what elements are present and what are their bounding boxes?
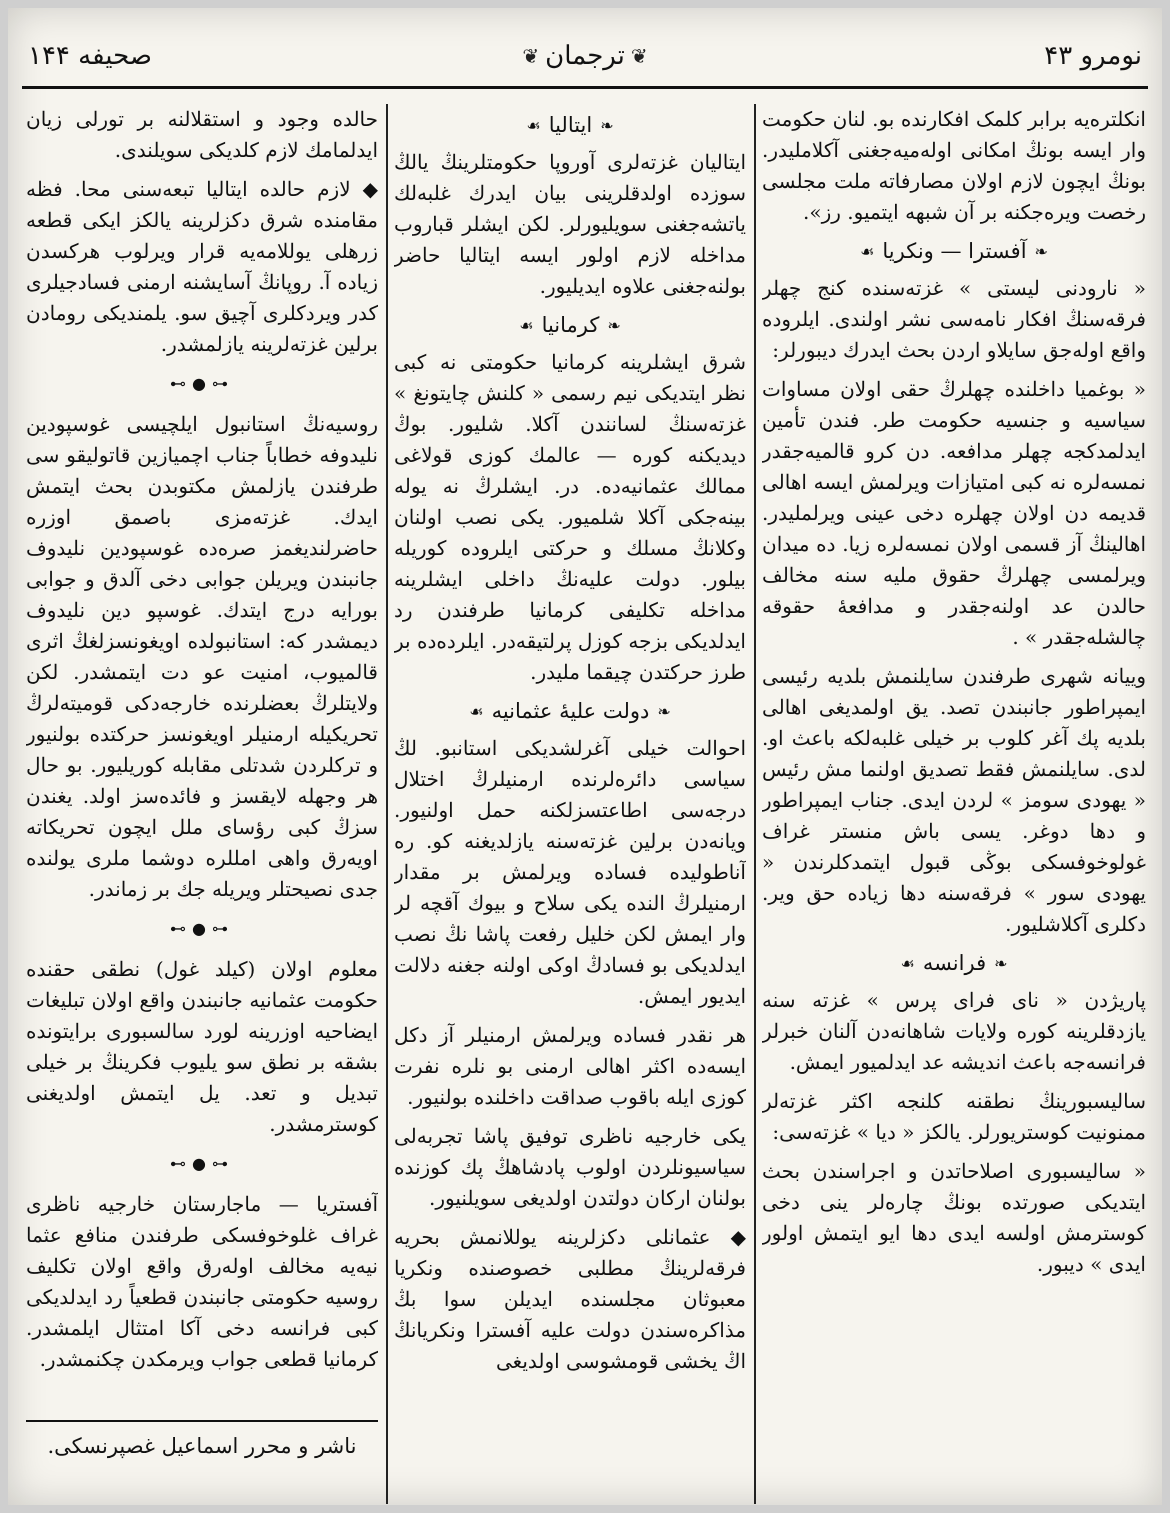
section-title-text: ایتالیا — [548, 113, 593, 137]
ornament-icon: ❦ — [630, 44, 648, 68]
header-rule — [22, 86, 1148, 89]
masthead — [522, 41, 647, 71]
ornament-icon: ❧ — [607, 316, 621, 335]
article-paragraph: ◆ لازم حالده ایتالیا تبعه‌سنی محا. فظه مقامنده شرق دکزلرینه یالکز ایکی قطعه زرهلی یوللامه‌یه قرار ویرلوب هرکسدن زیاده آ. روپانڭ آسایشنه ارمنی فسادجیلری کدر ویردکلری آچیق سو. یلمندیکی رومادن برلین غزته‌لرینه یازلمشدر. — [26, 177, 378, 356]
footer-rule — [26, 1420, 378, 1422]
article-paragraph: ◆ عثمانلی دکزلرینه یوللانمش بحریه فرقه‌لرینڭ مطلبی خصوصنده ونکریا معبوثان مجلسنده ایدیلن سوا بڭ مذاکره‌سندن دولت علیه آفسترا ونکریانڭ اڭ یخشی قومشوسی اولدیغی — [394, 1225, 746, 1373]
article-paragraph: پاریژدن « نای فرای پرس » غزته سنه یازدقلرینه کوره ولایات شاهانه‌دن آلنان خبرلر فرانسه‌جه باعث اندیشه عد ایدلمیور ایمش. — [762, 988, 1146, 1074]
newspaper-title: ترجمان — [545, 41, 625, 71]
ornament-icon: ❦ — [522, 44, 540, 68]
article-paragraph: « سالیسبوری اصلاحاتدن و اجراسندن بحث ایتدیکی صورتده بونڭ چاره‌لر ینی دخی کوسترمش اولسه ایدی دها ایو ایتمش اولور ایدی » دیبور. — [762, 1159, 1146, 1276]
ornament-icon: ☙ — [469, 702, 484, 721]
article-paragraph: معلوم اولان (کیلد غول) نطقی حقنده حکومت عثمانیه جانبندن واقع اولان تبلیغات ایضاحیه اوزرینه لورد سالسبوری برایتونده بشقه بر نطق سو یلیوب فکرینڭ بر خیلی تبدیل و تعد. یل ایتمش اولدیغنی کوسترمشدر. — [26, 957, 378, 1136]
column-divider — [754, 104, 756, 1504]
column-divider — [386, 104, 388, 1504]
publisher-line: ناشر و محرر اسماعیل غصپرنسکی. — [47, 1434, 357, 1458]
article-paragraph: ایتالیان غزته‌لری آوروپا حکومتلرینڭ یالڭ سوزده اولدقلرینی بیان ایدرك غلبه‌لك یاتشه‌جغنی سویلیورلر. لکن ایشلر قباروب مداخله لازم اولور ایسه ایتالیا حاضر بولنه‌جغنی علاوه ایدیلیور. — [394, 150, 746, 298]
column-middle — [394, 104, 746, 1504]
section-title-text: آفسترا — ونکریا — [882, 239, 1027, 263]
section-heading — [394, 696, 746, 727]
page-header — [28, 28, 1142, 84]
ornament-icon: ❧ — [994, 954, 1008, 973]
ornament-icon: ☙ — [519, 316, 534, 335]
column-left — [26, 104, 378, 1404]
article-paragraph: یکی خارجیه ناظری توفیق پاشا تجربه‌لی سیاسیونلردن اولوب پادشاهڭ پك کوزنده بولنان ارکان دولتدن اولدیغی سویلنیور. — [394, 1124, 746, 1210]
ornament-icon: ❧ — [600, 116, 614, 135]
ornament-icon: ❧ — [1034, 242, 1048, 261]
ornament-icon: ☙ — [860, 242, 875, 261]
article-paragraph: شرق ایشلرینه کرمانیا حکومتی نه کبی نظر ایتدیکی نیم رسمی « کلنش چایتونغ » غزته‌سنڭ لسانندن آکلا. شلیور. بوڭ دیدیکنه کوره — عالمك کوزی قولاغی ممالك عثمانیه‌ده. در. ایشلرڭ نه یوله بینه‌جکی آکلا شلمیور. یکی نصب اولنان وکلانڭ مسلك و حرکتی ایلروده کوریله بیلور. دولت علیه‌نڭ داخلی ایشلرینه مداخله تکلیفی کرمانیا طرفندن رد ایدلدیکی بزجه کوزل پرلتیقه‌در. ایلرده‌ده بر طرز حرکتدن چیقما ملیدر. — [394, 350, 746, 684]
section-title-text: کرمانیا — [541, 313, 600, 337]
article-paragraph: « نارودنی لیستی » غزته‌سنده کنج چهلر فرقه‌سنڭ افکار نامه‌سی نشر اولندی. ایلروده واقع اوله‌جق سایلاو اردن بحث ایدرك دیبورلر: — [762, 276, 1146, 362]
section-divider: ⊷●⊶ — [170, 1154, 234, 1173]
column-right — [762, 104, 1146, 1504]
ornament-icon: ☙ — [900, 954, 915, 973]
article-paragraph: احوالت خیلی آغرلشدیکی استانبو. لڭ سیاسی دائره‌لرنده ارمنیلرڭ اختلال درجه‌سی اطاعتسزلکنه حمل اولنیور. ویانه‌دن برلین غزته‌سنه یازلدیغنه کو. ره آناطولیده فساده ویرلمش بر مقدار ارمنیلرڭ النده یکی سلاح و بیوك آقچه لر وار ایمش لکن خلیل رفعت پاشا نڭ نصب ایدلدیکی بو فسادڭ اوکی اولنه جغنه دلالت ایدیور ایمش. — [394, 736, 746, 1008]
section-heading — [762, 236, 1146, 267]
section-divider: ⊷●⊶ — [170, 919, 234, 938]
section-heading — [394, 310, 746, 341]
section-heading — [394, 110, 746, 141]
ornament-icon: ❧ — [657, 702, 671, 721]
article-paragraph: انکلتره‌یه برابر کلمک افکارنده بو. لنان حکومت وار ایسه بونڭ امکانی اوله‌میه‌جغنی آکلاملیدر. بونڭ ایچون لازم اولان مصارفاته ملت مجلسی رخصت ویره‌جکنه بر آن شبهه ایتمیو. رز». — [762, 107, 1146, 224]
section-heading — [762, 948, 1146, 979]
article-paragraph: آفستریا — ماجارستان خارجیه ناظری غراف غلوخوفسکی طرفندن منافع عثما نیه‌یه مخالف اوله‌رق واقع اولان تکلیف روسیه حکومتی جانبندن قطعیاً رد ایدلدیکی کبی فرانسه دخی آکا امتثال ایلمشدر. کرمانیا قطعی جواب ویرمکدن چکنمشدر. — [26, 1192, 378, 1371]
article-paragraph: وییانه شهری طرفندن سایلنمش بلدیه رئیسی ایمپراطور جانبندن تصد. یق اولمدیغی اهالی بلدیه پك آغر کلوب بر خیلی غلبه‌لکه باعث او. لدی. سایلنمش فقط تصدیق اولنما مش رئیس « یهودی سومز » لردن ایدی. جناب ایمپراطور و دها دوغر. یسی باش منستر غراف غولوخوفسکی بوڭی قبول ایتمدکلرندن « یهودی سور » فرقه‌سنه دها زیاده حق ویر. دکلری آکلاشلیور. — [762, 664, 1146, 936]
newspaper-page — [8, 8, 1162, 1505]
section-title-text: دولت علیهٔ عثمانیه — [491, 699, 650, 723]
article-paragraph: حالده وجود و استقلالنه بر تورلی زیان ایدلمامك لازم کلدیکی سویلندی. — [26, 107, 378, 162]
section-divider: ⊷●⊶ — [170, 374, 234, 393]
issue-number: نومرو ۴۳ — [1044, 41, 1142, 71]
section-title-text: فرانسه — [922, 951, 987, 975]
article-paragraph: روسیه‌نڭ استانبول ایلچیسی غوسپودین نلیدوفه خطاباً جناب اچمیازین قاتولیقو سی طرفندن یازلمش مکتوبدن بحث ایتمش ایدك. غزته‌مزی باصمق اوزره حاضرلندیغمز صره‌ده غوسپودین نلیدوف جانبندن ویریلن جوابی دخی آلدق و جوابی بورایه درج ایتدك. غوسپو دین نلیدوف دیمشدر که: استانبولده اویغونسزلغڭ اثری قالمیوب، امنیت عو دت ایتمشدر. لکن ولایتلرڭ بعضلرنده خارجه‌دکی قومیته‌لرڭ تحریکیله ارمنیلر اویغونسز حرکتده بولنیور و ترکلردن شدتلی مقابله کوریلیور. بو حال هر وجهله لایقسز و فائده‌سز اولد. یغندن سزڭ کبی رؤسای ملل ایچون تحریکاته اویه‌رق واهی امللره دوشما ملری یولنده جدی نصیحتلر ویریله جك بر زماندر. — [26, 412, 378, 901]
article-paragraph: هر نقدر فساده ویرلمش ارمنیلر آز دکل ایسه‌ده اکثر اهالی ارمنی بو نلره نفرت کوزی ایله باقوب صداقت داخلنده بولنیور. — [394, 1023, 746, 1109]
article-paragraph: سالیسبورینڭ نطقنه کلنجه اکثر غزته‌لر ممنونیت کوستریورلر. یالکز « دیا » غزته‌سی: — [762, 1089, 1146, 1144]
article-paragraph: « بوغمیا داخلنده چهلرڭ حقی اولان مساوات سیاسیه و جنسیه حکومت طر. فندن تأمین ایدلمدکجه چهلر مدافعه. دن کرو قالمیه‌جقدر نمسه‌لره نه کبی امتیازات ویرلمش ایسه اهالی قدیمه دن اولان چهلره دخی عینی ویرلملیدر. اهالینڭ آز قسمی اولان نمسه‌لره زیا. ده میدان ویرلمسی چهلرڭ حقوق ملیه سنه مخالف حالدن عد اولنه‌جقدر و مدافعهٔ حقوقه چالشله‌جقدر » . — [762, 377, 1146, 649]
page-number: صحیفه ۱۴۴ — [27, 41, 152, 71]
ornament-icon: ☙ — [526, 116, 541, 135]
